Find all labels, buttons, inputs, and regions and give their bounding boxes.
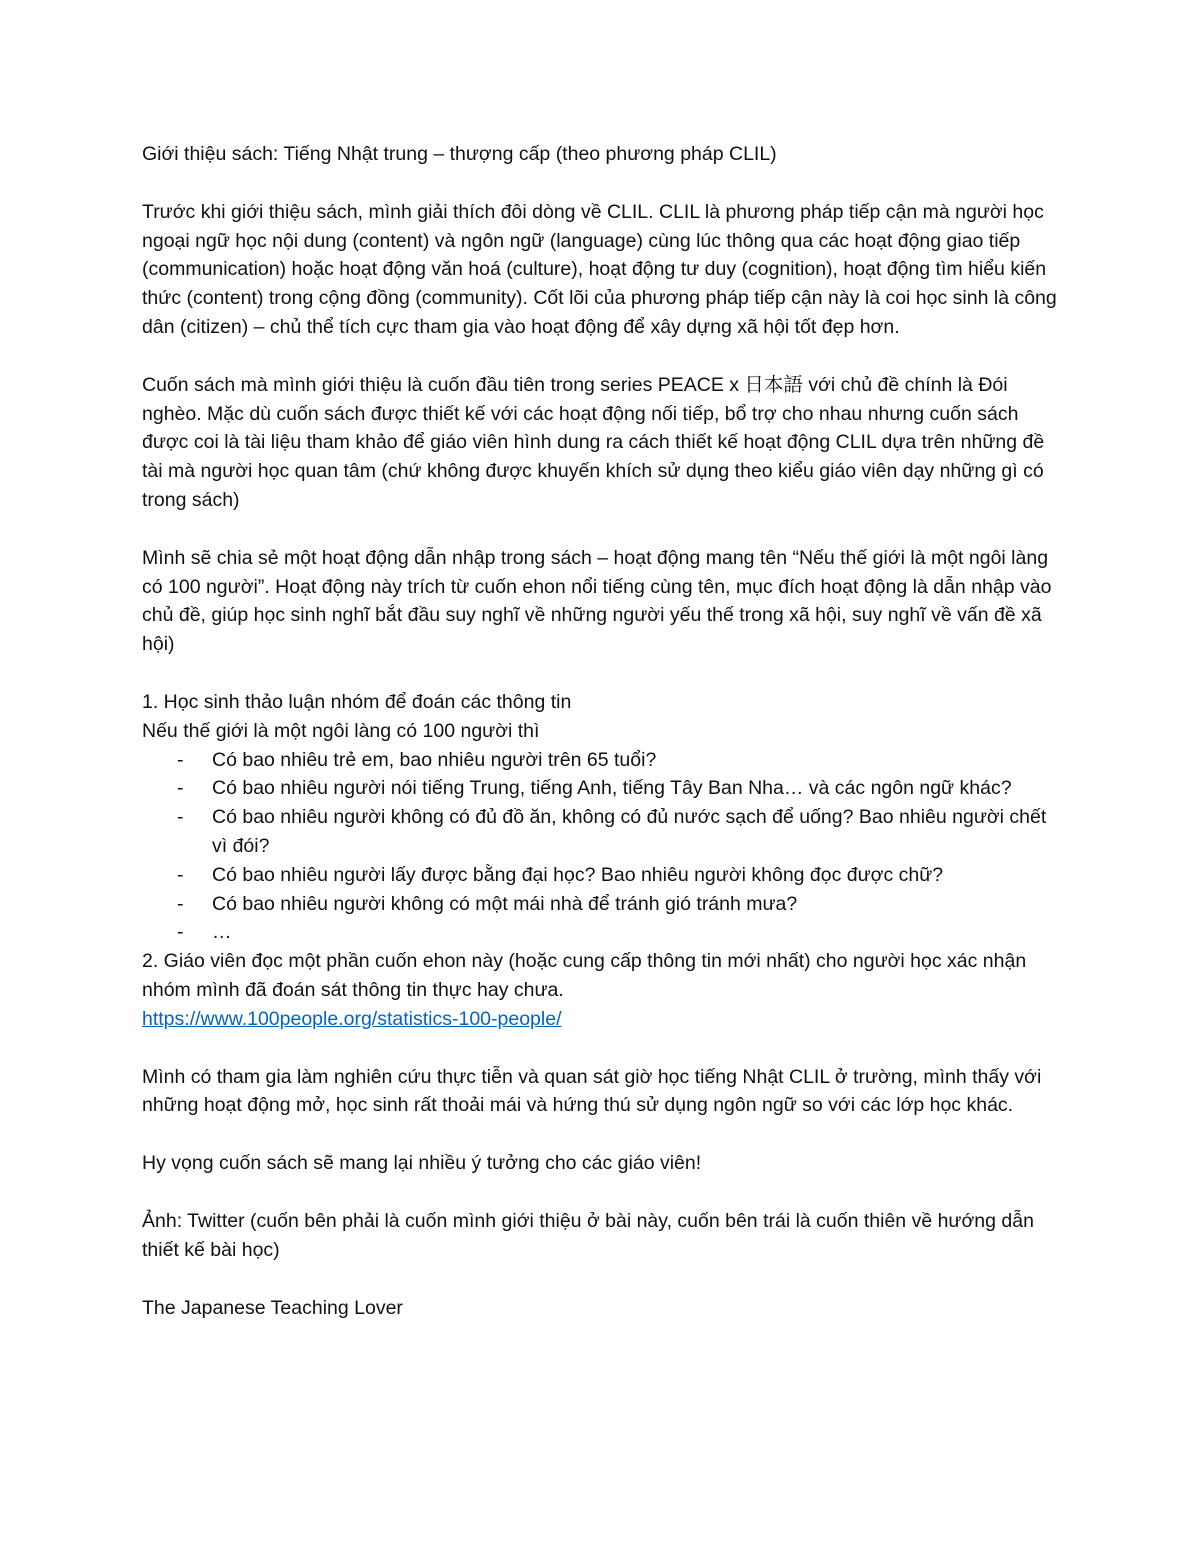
list-item: - Có bao nhiêu người lấy được bằng đại học? Bao nhiêu người không đọc được chữ? (212, 861, 1062, 890)
list-item: - Có bao nhiêu người không có đủ đồ ăn, không có đủ nước sạch để uống? Bao nhiêu người chết vì đói? (212, 803, 1062, 861)
paragraph-book-intro: Cuốn sách mà mình giới thiệu là cuốn đầu tiên trong series PEACE x 日本語 với chủ đề chính là Đói nghèo. Mặc dù cuốn sách được thiết kế với các hoạt động nối tiếp, bổ trợ cho nhau nhưng cuốn sách được coi là tài liệu tham khảo để giáo viên hình dung ra cách thiết kế hoạt động CLIL dựa trên những đề tài mà người học quan tâm (chứ không được khuyến khích sử dụng theo kiểu giáo viên dạy những gì có trong sách) (142, 373, 1045, 511)
list-item: - Có bao nhiêu người nói tiếng Trung, tiếng Anh, tiếng Tây Ban Nha… và các ngôn ngữ khác? (212, 774, 1062, 803)
paragraph-photo-credit: Ảnh: Twitter (cuốn bên phải là cuốn mình giới thiệu ở bài này, cuốn bên trái là cuốn thiên về hướng dẫn thiết kế bài học) (142, 1209, 1034, 1261)
list-item: - Có bao nhiêu người không có một mái nhà để tránh gió tránh mưa? (212, 890, 1062, 919)
step1-heading: 1. Học sinh thảo luận nhóm để đoán các thông tin (142, 690, 572, 713)
document-title: Giới thiệu sách: Tiếng Nhật trung – thượng cấp (theo phương pháp CLIL) (142, 143, 777, 165)
question-list (142, 746, 1062, 948)
statistics-link[interactable]: https://www.100people.org/statistics-100-people/ (142, 1007, 562, 1030)
paragraph-hope: Hy vọng cuốn sách sẽ mang lại nhiều ý tưởng cho các giáo viên! (142, 1152, 702, 1175)
list-item: - … (212, 918, 1062, 947)
paragraph-research: Mình có tham gia làm nghiên cứu thực tiễn và quan sát giờ học tiếng Nhật CLIL ở trường, mình thấy với những hoạt động mở, học sinh rất thoải mái và hứng thú sử dụng ngôn ngữ so với các lớp học khác. (142, 1065, 1042, 1117)
step1-lead: Nếu thế giới là một ngôi làng có 100 người thì (142, 719, 540, 742)
paragraph-clil-intro: Trước khi giới thiệu sách, mình giải thích đôi dòng về CLIL. CLIL là phương pháp tiếp cận mà người học ngoại ngữ học nội dung (content) và ngôn ngữ (language) cùng lúc thông qua các hoạt động giao tiếp (communication) hoặc hoạt động văn hoá (culture), hoạt động tư duy (cognition), hoạt động tìm hiểu kiến thức (content) trong cộng đồng (community). Cốt lõi của phương pháp tiếp cận này là coi học sinh là công dân (citizen) – chủ thể tích cực tham gia vào hoạt động để xây dựng xã hội tốt đẹp hơn. (142, 200, 1057, 338)
list-item: - Có bao nhiêu trẻ em, bao nhiêu người trên 65 tuổi? (212, 746, 1062, 775)
document-page (142, 140, 1062, 1351)
paragraph-activity-intro: Mình sẽ chia sẻ một hoạt động dẫn nhập trong sách – hoạt động mang tên “Nếu thế giới là một ngôi làng có 100 người”. Hoạt động này trích từ cuốn ehon nổi tiếng cùng tên, mục đích hoạt động là dẫn nhập vào chủ đề, giúp học sinh nghĩ bắt đầu suy nghĩ về những người yếu thế trong xã hội, suy nghĩ về vấn đề xã hội) (142, 546, 1052, 656)
step2-text: 2. Giáo viên đọc một phần cuốn ehon này (hoặc cung cấp thông tin mới nhất) cho người học xác nhận nhóm mình đã đoán sát thông tin thực hay chưa. (142, 950, 1027, 1001)
signature: The Japanese Teaching Lover (142, 1296, 403, 1319)
